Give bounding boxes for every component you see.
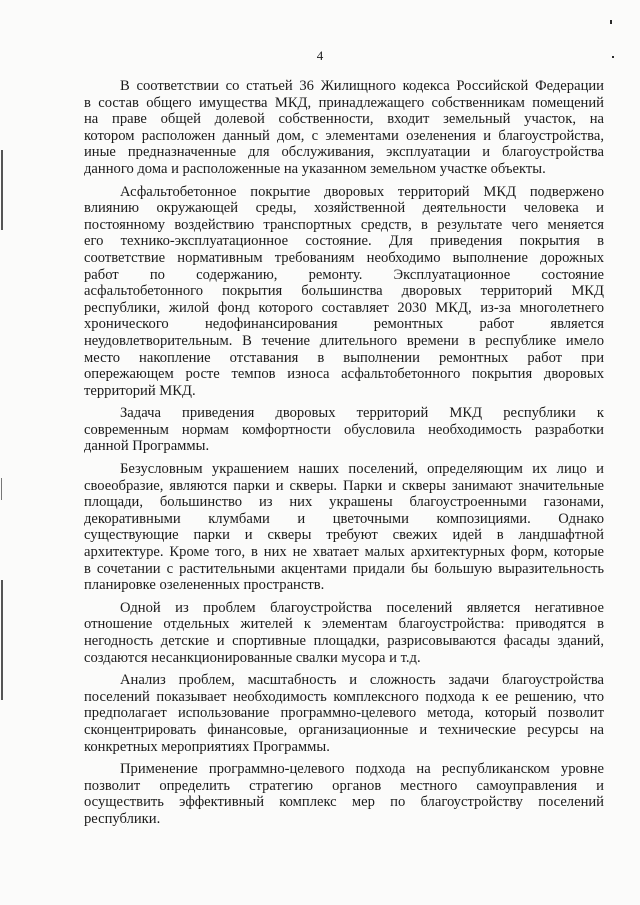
text-line: предполагает использование программно-целевого метода, который позволит: [84, 705, 604, 722]
text-line: влиянию окружающей среды, хозяйственной деятельности человека и: [84, 200, 604, 217]
text-line: В соответствии со статьей 36 Жилищного кодекса Российской Федерации: [120, 78, 604, 94]
text-line: современным нормам комфортности обусловила необходимость разработки: [84, 421, 604, 438]
text-line: Задача приведения дворовых территорий МКД республики к: [120, 405, 604, 422]
text-line: иные предназначенные для обслуживания, эксплуатации и благоустройства: [84, 144, 604, 161]
text-line: хронического недофинансирования ремонтных работ является: [84, 316, 604, 333]
text-line: его технико-эксплуатационное состояние. Для приведения покрытия в: [84, 233, 604, 250]
text-line: неудовлетворительным. В течение длительного времени в республике имело: [84, 332, 604, 349]
text-line: данной Программы.: [84, 438, 210, 455]
text-line: Применение программно-целевого подхода на республиканском уровне: [120, 761, 604, 778]
text-line: позволит определить стратегию органов местного самоуправления и: [84, 777, 604, 794]
text-line: архитектуре. Кроме того, в них не хватает малых архитектурных форм, которые: [84, 544, 604, 561]
text-line: республики.: [84, 810, 161, 827]
text-line: Анализ проблем, масштабность и сложность задачи благоустройства: [120, 672, 604, 689]
text-line: сконцентрировать финансовые, организационные и технические ресурсы на: [84, 721, 604, 738]
text-line: осуществить эффективный комплекс мер по благоустройству поселений: [84, 794, 604, 811]
scan-edge-shadow: [1, 150, 3, 230]
text-line: планировке озелененных пространств.: [84, 577, 325, 594]
text-line: на праве общей долевой собственности, входит земельный участок, на: [84, 111, 604, 128]
text-line: котором расположен данный дом, с элементами озеленения и благоустройства,: [84, 127, 604, 144]
text-line: конкретных мероприятиях Программы.: [84, 738, 330, 755]
paragraph: [84, 461, 604, 594]
text-line: Безусловным украшением наших поселений, определяющим их лицо и: [120, 461, 604, 478]
text-line: соответствие нормативным требованиям необходимо выполнение дорожных: [84, 249, 604, 266]
text-line: негодность детские и спортивные площадки, разрисовываются фасады зданий,: [84, 633, 604, 649]
text-line: опережающем росте темпов износа асфальтобетонного покрытия дворовых: [84, 366, 604, 383]
text-line: площади, большинство из них украшены благоустроенными газонами,: [84, 494, 604, 511]
scan-edge-shadow: [1, 580, 3, 700]
paragraph: [84, 600, 604, 666]
text-line: существующие парки и скверы требуют свежих идей в ландшафтной: [84, 527, 604, 544]
text-line: отношение отдельных жителей к элементам благоустройства: приводятся в: [84, 616, 604, 633]
document-body: [84, 78, 604, 828]
text-line: создаются несанкционированные свалки мусора и т.д.: [84, 649, 421, 666]
text-line: поселений показывает необходимость комплексного подхода к ее решению, что: [84, 688, 604, 705]
text-line: своеобразие, являются парки и скверы. Парки и скверы занимают значительные: [84, 477, 604, 494]
text-line: работ по содержанию, ремонту. Эксплуатационное состояние: [84, 266, 604, 283]
scan-edge-shadow: [1, 478, 2, 500]
paragraph: [84, 184, 604, 400]
paragraph: [84, 761, 604, 827]
page-number: 4: [316, 48, 324, 63]
text-line: республики, жилой фонд которого составляет 2030 МКД, из-за многолетнего: [84, 299, 604, 316]
paragraph: [84, 672, 604, 755]
text-line: в сочетании с растительными акцентами придали бы большую выразительность: [84, 560, 604, 577]
text-line: Асфальтобетонное покрытие дворовых территорий МКД подвержено: [120, 183, 604, 200]
text-line: место накопление отставания в выполнении ремонтных работ при: [84, 349, 604, 366]
text-line: Одной из проблем благоустройства поселений является негативное: [120, 599, 604, 616]
text-line: данного дома и расположенные на указанном земельном участке объекты.: [84, 160, 546, 177]
text-line: постоянному воздействию транспортных средств, в результате чего меняется: [84, 216, 604, 233]
paragraph: [84, 78, 604, 178]
text-line: декоративными клумбами и цветочными композициями. Однако: [84, 510, 604, 527]
text-line: в состав общего имущества МКД, принадлежащего собственникам помещений: [84, 94, 604, 111]
text-line: асфальтобетонного покрытия большинства дворовых территорий МКД: [84, 283, 604, 300]
scan-artifact-mark: [610, 20, 612, 24]
paragraph: [84, 405, 604, 455]
text-line: территорий МКД.: [84, 382, 196, 399]
